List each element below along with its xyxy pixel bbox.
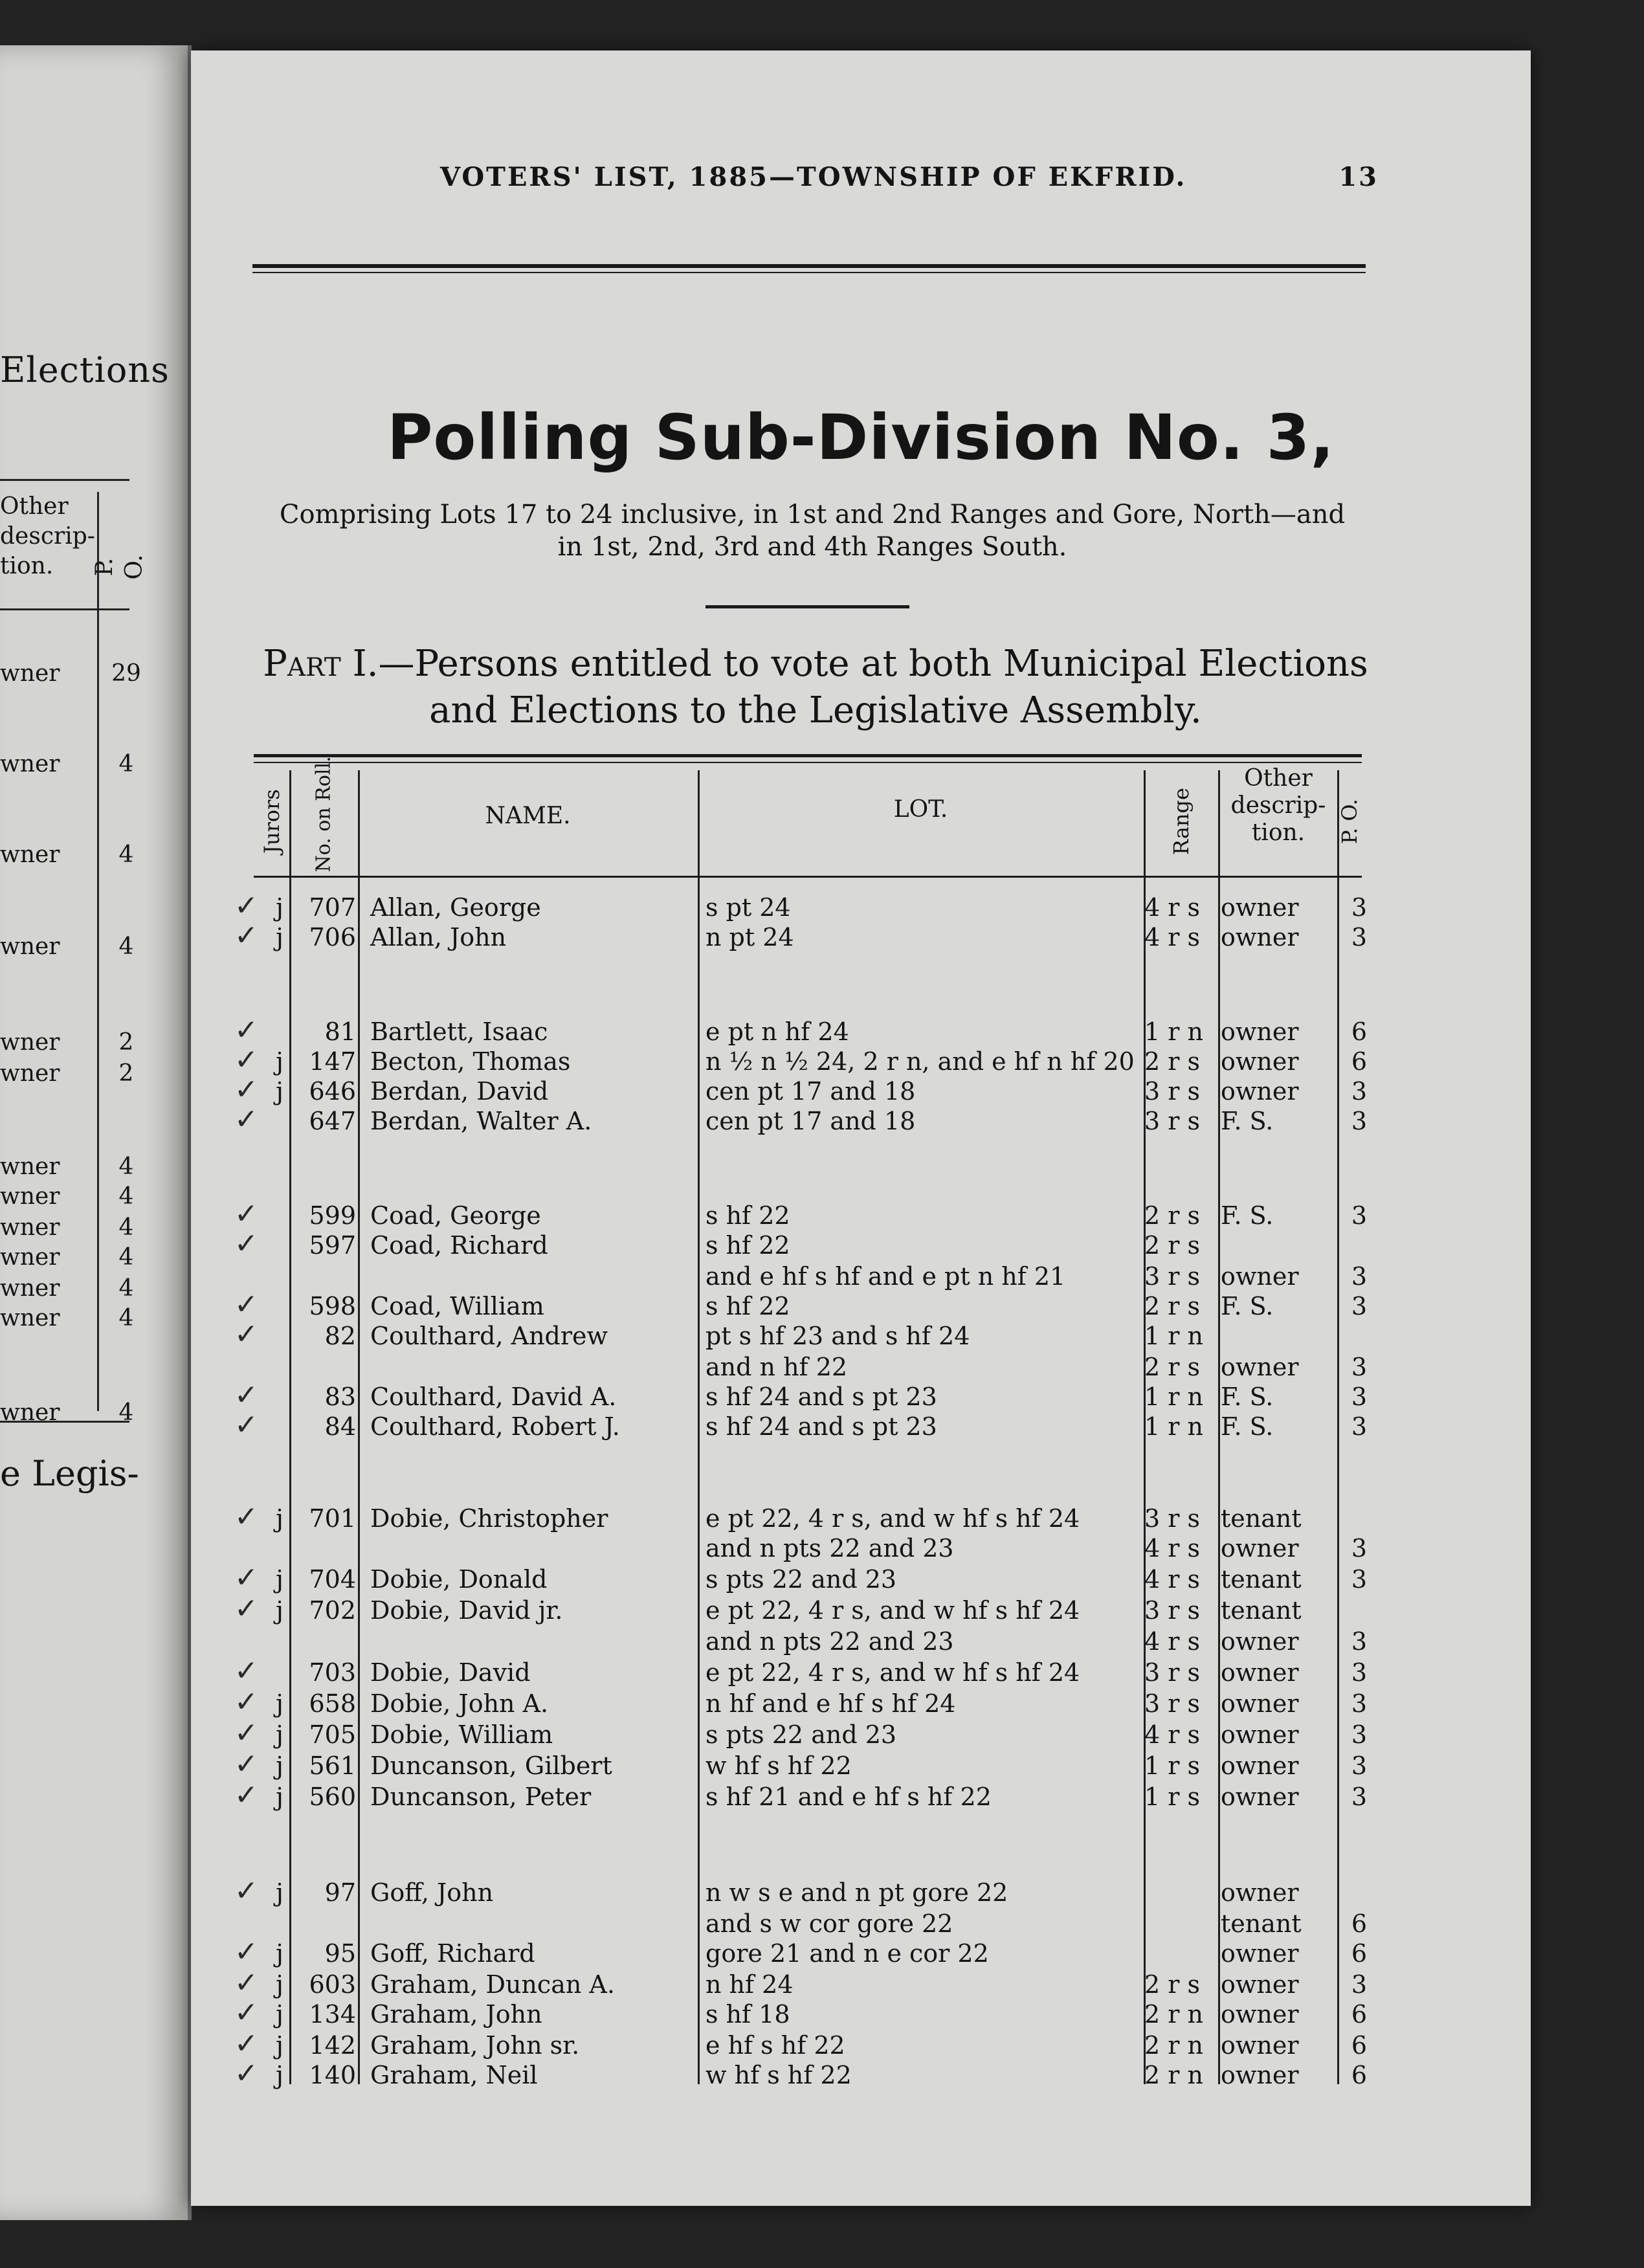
check-mark-icon: ✓ (234, 1748, 258, 1781)
voter-name: Graham, John (370, 2000, 542, 2029)
other-description: owner (1221, 1689, 1299, 1718)
check-mark-icon: ✓ (234, 2027, 258, 2060)
previous-page-desc: wner (0, 1183, 60, 1210)
lot-description: and e hf s hf and e pt n hf 21 (705, 1262, 1066, 1291)
other-description: owner (1221, 893, 1299, 922)
lot-description: and n pts 22 and 23 (705, 1534, 954, 1562)
previous-page-rule (0, 479, 129, 481)
voter-name: Allan, John (370, 923, 507, 951)
table-top-rule-thin (254, 762, 1362, 763)
post-office: 6 (1351, 2061, 1368, 2089)
lot-description: n pt 24 (705, 923, 794, 951)
roll-number: 140 (309, 2061, 356, 2089)
post-office: 3 (1351, 1751, 1368, 1780)
roll-number: 134 (309, 2000, 356, 2029)
voter-name: Dobie, Donald (370, 1565, 548, 1594)
range: 4 r s (1144, 923, 1201, 951)
column-line (358, 770, 360, 2084)
other-description: tenant (1221, 1504, 1302, 1533)
post-office: 3 (1351, 1970, 1368, 1999)
voter-name: Coulthard, Andrew (370, 1322, 608, 1350)
post-office: 3 (1351, 1262, 1368, 1291)
post-office: 3 (1351, 1412, 1368, 1441)
post-office: 3 (1351, 923, 1368, 951)
check-mark-icon: ✓ (234, 1500, 258, 1533)
voter-name: Duncanson, Peter (370, 1783, 592, 1811)
post-office: 6 (1351, 2000, 1368, 2029)
previous-page-desc: wner (0, 1305, 60, 1331)
juror-mark: j (276, 1751, 283, 1780)
check-mark-icon: ✓ (234, 1561, 258, 1594)
previous-page-desc: wner (0, 660, 60, 687)
part-text-1: —Persons entitled to vote at both Municipal Elections (378, 643, 1368, 685)
roll-number: 646 (309, 1077, 356, 1106)
roll-number: 147 (309, 1047, 356, 1076)
lot-description: n w s e and n pt gore 22 (705, 1878, 1008, 1907)
previous-page-desc: wner (0, 841, 60, 868)
voter-name: Dobie, John A. (370, 1689, 549, 1718)
other-description: owner (1221, 2031, 1299, 2060)
post-office: 3 (1351, 1534, 1368, 1562)
previous-page-column-line (97, 492, 99, 1411)
check-mark-icon: ✓ (234, 919, 258, 952)
juror-mark: j (276, 2061, 283, 2089)
other-description: owner (1221, 2000, 1299, 2029)
post-office: 6 (1351, 1047, 1368, 1076)
lot-description: s pts 22 and 23 (705, 1720, 897, 1749)
range: 2 r s (1144, 1292, 1201, 1320)
lot-description: w hf s hf 22 (705, 2061, 852, 2089)
roll-number: 603 (309, 1970, 356, 1999)
voter-name: Coad, George (370, 1201, 541, 1230)
voter-name: Berdan, Walter A. (370, 1107, 592, 1135)
lot-description: e pt 22, 4 r s, and w hf s hf 24 (705, 1504, 1080, 1533)
other-description: owner (1221, 923, 1299, 951)
previous-page-po: 4 (118, 1399, 134, 1426)
roll-number: 82 (324, 1322, 356, 1350)
lot-description: e hf s hf 22 (705, 2031, 845, 2060)
range: 3 r s (1144, 1107, 1201, 1135)
previous-page-desc: wner (0, 1244, 60, 1271)
other-description: tenant (1221, 1909, 1302, 1938)
range: 1 r s (1144, 1783, 1201, 1811)
roll-number: 647 (309, 1107, 356, 1135)
other-description: F. S. (1221, 1412, 1274, 1441)
previous-page-desc: wner (0, 1153, 60, 1180)
roll-number: 658 (309, 1689, 356, 1718)
juror-mark: j (276, 1720, 283, 1749)
page-number: 13 (1339, 162, 1379, 192)
range: 2 r n (1144, 2061, 1203, 2089)
previous-page-po: 4 (118, 1183, 134, 1210)
check-mark-icon: ✓ (234, 1197, 258, 1230)
roll-number: 97 (324, 1878, 356, 1907)
lot-description: n hf and e hf s hf 24 (705, 1689, 956, 1718)
lot-description: s pt 24 (705, 893, 791, 922)
check-mark-icon: ✓ (234, 1103, 258, 1136)
lot-description: cen pt 17 and 18 (705, 1077, 916, 1106)
roll-number: 703 (309, 1658, 356, 1687)
post-office: 3 (1351, 1383, 1368, 1411)
voter-name: Berdan, David (370, 1077, 549, 1106)
juror-mark: j (276, 2000, 283, 2029)
previous-page-po: 4 (118, 1305, 134, 1331)
juror-mark: j (276, 2031, 283, 2060)
range: 1 r n (1144, 1322, 1203, 1350)
roll-number: 707 (309, 893, 356, 922)
lot-description: and n hf 22 (705, 1353, 848, 1381)
other-description: owner (1221, 1047, 1299, 1076)
other-description: owner (1221, 1353, 1299, 1381)
header-range: Range (1169, 788, 1194, 855)
running-head (252, 162, 1379, 192)
check-mark-icon: ✓ (234, 1073, 258, 1106)
other-description: F. S. (1221, 1107, 1274, 1135)
other-description: owner (1221, 2061, 1299, 2089)
title-divider (705, 605, 909, 608)
post-office: 3 (1351, 1627, 1368, 1656)
range: 3 r s (1144, 1658, 1201, 1687)
other-description: owner (1221, 1751, 1299, 1780)
part-text-2: and Elections to the Legislative Assembly. (429, 689, 1202, 731)
check-mark-icon: ✓ (234, 1935, 258, 1968)
juror-mark: j (276, 1939, 283, 1968)
range: 2 r s (1144, 1231, 1201, 1260)
page-title: Polling Sub-Division No. 3, (387, 401, 1335, 474)
previous-page-po: 29 (111, 660, 141, 687)
subtitle-line-1: Comprising Lots 17 to 24 inclusive, in 1st and 2nd Ranges and Gore, North—and (279, 500, 1346, 529)
juror-mark: j (276, 1878, 283, 1907)
range: 4 r s (1144, 1534, 1201, 1562)
lot-description: gore 21 and n e cor 22 (705, 1939, 989, 1968)
voter-name: Becton, Thomas (370, 1047, 571, 1076)
lot-description: pt s hf 23 and s hf 24 (705, 1322, 970, 1350)
previous-page-po: 2 (118, 1060, 134, 1087)
lot-description: n ½ n ½ 24, 2 r n, and e hf n hf 20 (705, 1047, 1135, 1076)
lot-description: s hf 24 and s pt 23 (705, 1383, 937, 1411)
roll-number: 84 (324, 1412, 356, 1441)
voter-name: Coulthard, Robert J. (370, 1412, 620, 1441)
post-office: 3 (1351, 1077, 1368, 1106)
voter-name: Coulthard, David A. (370, 1383, 617, 1411)
check-mark-icon: ✓ (234, 1379, 258, 1412)
roll-number: 706 (309, 923, 356, 951)
lot-description: s hf 18 (705, 2000, 790, 2029)
table-header-rule (254, 876, 1362, 878)
other-description: owner (1221, 1627, 1299, 1656)
range: 1 r n (1144, 1383, 1203, 1411)
range: 4 r s (1144, 1565, 1201, 1594)
roll-number: 704 (309, 1565, 356, 1594)
range: 4 r s (1144, 1720, 1201, 1749)
post-office: 3 (1351, 1353, 1368, 1381)
lot-description: s hf 22 (705, 1201, 790, 1230)
other-description: owner (1221, 1939, 1299, 1968)
other-description: owner (1221, 1878, 1299, 1907)
roll-number: 81 (324, 1017, 356, 1046)
roll-number: 701 (309, 1504, 356, 1533)
check-mark-icon: ✓ (234, 1592, 258, 1625)
previous-page-po-header: P. O. (91, 554, 148, 580)
header-po: P. O. (1337, 799, 1362, 844)
juror-mark: j (276, 1504, 283, 1533)
header-other: Other descrip-tion. (1230, 765, 1326, 846)
lot-description: s hf 24 and s pt 23 (705, 1412, 937, 1441)
previous-page-rule (0, 1421, 129, 1423)
lot-description: w hf s hf 22 (705, 1751, 852, 1780)
check-mark-icon: ✓ (234, 1043, 258, 1076)
other-description: F. S. (1221, 1201, 1274, 1230)
voter-name: Bartlett, Isaac (370, 1017, 548, 1046)
previous-page-po: 4 (118, 1153, 134, 1180)
other-description: owner (1221, 1262, 1299, 1291)
check-mark-icon: ✓ (234, 889, 258, 922)
header-rule-thin (252, 272, 1366, 273)
voter-name: Duncanson, Gilbert (370, 1751, 612, 1780)
previous-page-po: 4 (118, 1275, 134, 1302)
subtitle-line-2: in 1st, 2nd, 3rd and 4th Ranges South. (557, 532, 1067, 562)
other-description: F. S. (1221, 1292, 1274, 1320)
roll-number: 705 (309, 1720, 356, 1749)
lot-description: s hf 22 (705, 1231, 790, 1260)
other-description: owner (1221, 1783, 1299, 1811)
voter-name: Goff, John (370, 1878, 494, 1907)
post-office: 6 (1351, 1909, 1368, 1938)
range: 2 r s (1144, 1047, 1201, 1076)
roll-number: 597 (309, 1231, 356, 1260)
lot-description: cen pt 17 and 18 (705, 1107, 916, 1135)
previous-page-desc: wner (0, 1214, 60, 1241)
range: 4 r s (1144, 893, 1201, 922)
check-mark-icon: ✓ (234, 1717, 258, 1750)
range: 4 r s (1144, 1627, 1201, 1656)
header-roll: No. on Roll. (312, 756, 335, 873)
lot-description: e pt n hf 24 (705, 1017, 849, 1046)
voter-name: Allan, George (370, 893, 541, 922)
other-description: owner (1221, 1077, 1299, 1106)
roll-number: 142 (309, 2031, 356, 2060)
lot-description: s pts 22 and 23 (705, 1565, 897, 1594)
range: 3 r s (1144, 1077, 1201, 1106)
range: 3 r s (1144, 1262, 1201, 1291)
juror-mark: j (276, 1689, 283, 1718)
previous-page-other-header: Other descrip- tion. (0, 493, 95, 579)
other-description: F. S. (1221, 1383, 1274, 1411)
previous-page-edge (0, 45, 192, 2220)
check-mark-icon: ✓ (234, 1966, 258, 1999)
range: 3 r s (1144, 1504, 1201, 1533)
previous-page-desc: wner (0, 1029, 60, 1056)
post-office: 3 (1351, 1658, 1368, 1687)
lot-description: s hf 21 and e hf s hf 22 (705, 1783, 992, 1811)
voter-name: Dobie, David (370, 1658, 531, 1687)
previous-page-desc: wner (0, 751, 60, 777)
other-description: owner (1221, 1658, 1299, 1687)
subtitle (246, 498, 1379, 563)
other-description: owner (1221, 1970, 1299, 1999)
other-description: tenant (1221, 1596, 1302, 1625)
header-rule (252, 264, 1366, 268)
post-office: 3 (1351, 1565, 1368, 1594)
range: 2 r s (1144, 1353, 1201, 1381)
previous-page-desc: wner (0, 1275, 60, 1302)
previous-page-desc: wner (0, 933, 60, 960)
post-office: 6 (1351, 1939, 1368, 1968)
range: 2 r s (1144, 1970, 1201, 1999)
voter-name: Dobie, David jr. (370, 1596, 563, 1625)
check-mark-icon: ✓ (234, 1408, 258, 1441)
post-office: 3 (1351, 893, 1368, 922)
header-name: NAME. (485, 803, 571, 829)
other-description: owner (1221, 1720, 1299, 1749)
other-description: owner (1221, 1534, 1299, 1562)
previous-page-po: 4 (118, 751, 134, 777)
range: 2 r n (1144, 2031, 1203, 2060)
running-head-title: VOTERS' LIST, 1885—TOWNSHIP OF EKFRID. (440, 162, 1187, 192)
previous-page-desc: wner (0, 1399, 60, 1426)
lot-description: s hf 22 (705, 1292, 790, 1320)
part-label: Part I. (263, 643, 379, 685)
post-office: 3 (1351, 1201, 1368, 1230)
check-mark-icon: ✓ (234, 1685, 258, 1718)
juror-mark: j (276, 1565, 283, 1594)
lot-description: n hf 24 (705, 1970, 794, 1999)
range: 2 r s (1144, 1201, 1201, 1230)
previous-page-po: 4 (118, 1214, 134, 1241)
roll-number: 561 (309, 1751, 356, 1780)
other-description: owner (1221, 1017, 1299, 1046)
roll-number: 83 (324, 1383, 356, 1411)
juror-mark: j (276, 1596, 283, 1625)
post-office: 3 (1351, 1107, 1368, 1135)
previous-page-po: 4 (118, 933, 134, 960)
range: 3 r s (1144, 1689, 1201, 1718)
check-mark-icon: ✓ (234, 1996, 258, 2029)
lot-description: e pt 22, 4 r s, and w hf s hf 24 (705, 1658, 1080, 1687)
juror-mark: j (276, 1783, 283, 1811)
check-mark-icon: ✓ (234, 1318, 258, 1351)
juror-mark: j (276, 1970, 283, 1999)
range: 2 r n (1144, 2000, 1203, 2029)
check-mark-icon: ✓ (234, 1874, 258, 1907)
lot-description: and n pts 22 and 23 (705, 1627, 954, 1656)
juror-mark: j (276, 923, 283, 951)
check-mark-icon: ✓ (234, 1779, 258, 1812)
previous-page-po: 4 (118, 841, 134, 868)
post-office: 3 (1351, 1292, 1368, 1320)
check-mark-icon: ✓ (234, 1654, 258, 1687)
previous-page-desc: wner (0, 1060, 60, 1087)
range: 1 r n (1144, 1412, 1203, 1441)
check-mark-icon: ✓ (234, 1014, 258, 1047)
post-office: 6 (1351, 2031, 1368, 2060)
post-office: 3 (1351, 1783, 1368, 1811)
previous-page-footer-text: e Legis- (0, 1453, 139, 1494)
post-office: 3 (1351, 1720, 1368, 1749)
range: 1 r n (1144, 1017, 1203, 1046)
voter-name: Coad, William (370, 1292, 544, 1320)
check-mark-icon: ✓ (234, 2057, 258, 2090)
voter-name: Goff, Richard (370, 1939, 535, 1968)
voter-name: Graham, Neil (370, 2061, 538, 2089)
voter-name: Coad, Richard (370, 1231, 548, 1260)
juror-mark: j (276, 893, 283, 922)
voter-name: Graham, Duncan A. (370, 1970, 615, 1999)
roll-number: 599 (309, 1201, 356, 1230)
roll-number: 95 (324, 1939, 356, 1968)
post-office: 6 (1351, 1017, 1368, 1046)
juror-mark: j (276, 1077, 283, 1106)
header-lot: LOT. (893, 796, 948, 823)
voter-name: Dobie, William (370, 1720, 553, 1749)
post-office: 3 (1351, 1689, 1368, 1718)
range: 3 r s (1144, 1596, 1201, 1625)
part-heading (246, 641, 1385, 734)
previous-page-po: 4 (118, 1244, 134, 1271)
column-line (1337, 770, 1339, 2084)
previous-page-rule (0, 608, 129, 610)
lot-description: and s w cor gore 22 (705, 1909, 953, 1938)
roll-number: 560 (309, 1783, 356, 1811)
check-mark-icon: ✓ (234, 1288, 258, 1321)
column-line (1218, 770, 1220, 2084)
previous-page-po: 2 (118, 1029, 134, 1056)
roll-number: 702 (309, 1596, 356, 1625)
voter-name: Dobie, Christopher (370, 1504, 608, 1533)
header-jurors: Jurors (260, 789, 284, 854)
previous-page-heading: Elections (0, 350, 170, 390)
roll-number: 598 (309, 1292, 356, 1320)
other-description: tenant (1221, 1565, 1302, 1594)
column-line (698, 770, 700, 2084)
check-mark-icon: ✓ (234, 1227, 258, 1260)
range: 1 r s (1144, 1751, 1201, 1780)
table-top-rule (254, 754, 1362, 757)
juror-mark: j (276, 1047, 283, 1076)
lot-description: e pt 22, 4 r s, and w hf s hf 24 (705, 1596, 1080, 1625)
voter-name: Graham, John sr. (370, 2031, 580, 2060)
